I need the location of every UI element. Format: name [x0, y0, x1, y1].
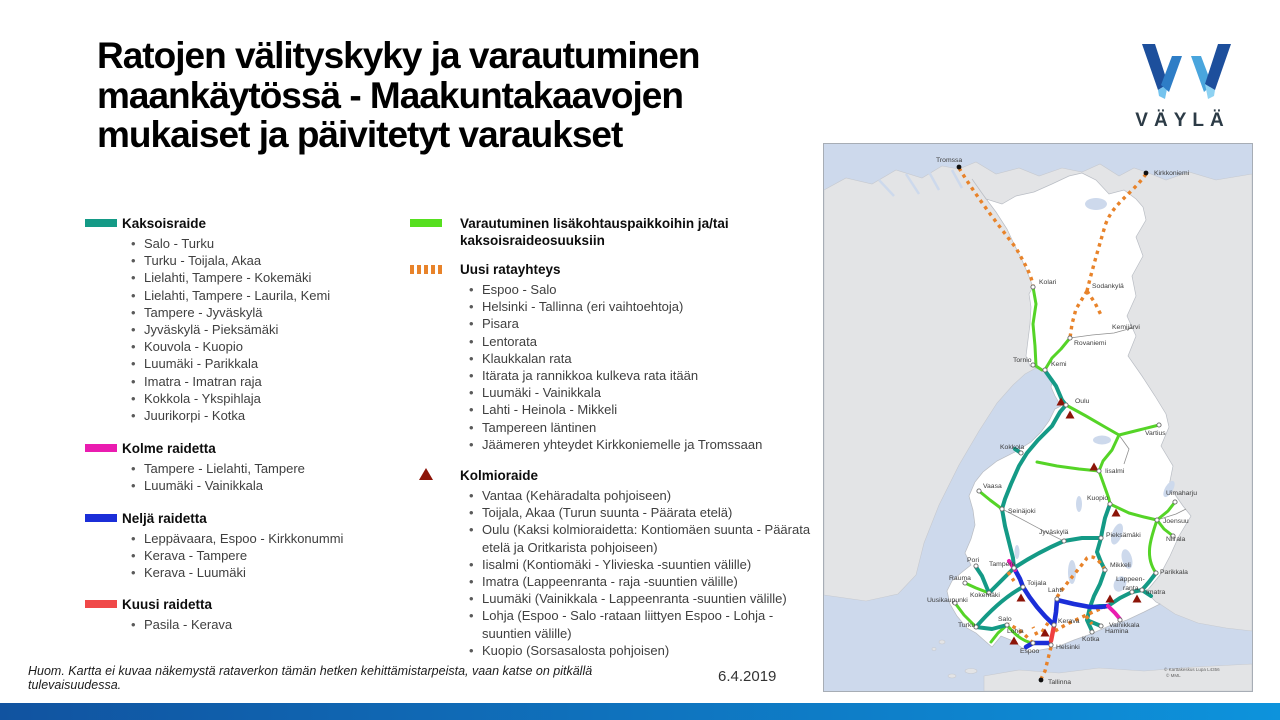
city-dot	[1031, 641, 1035, 645]
legend-item: • Helsinki - Tallinna (eri vaihtoehtoja)	[469, 298, 812, 315]
city-label: Mikkeli	[1110, 562, 1131, 569]
legend-section-title: Kolmioraide	[460, 468, 539, 484]
legend-item: • Luumäki (Vainikkala - Lappeenranta -suuntien välille)	[469, 590, 812, 607]
legend-item: • Kerava - Luumäki	[131, 564, 407, 581]
city-dot	[1000, 507, 1004, 511]
legend-item: • Kouvola - Kuopio	[131, 338, 407, 355]
city-dot	[1103, 568, 1107, 572]
legend-item: • Jäämeren yhteydet Kirkkoniemelle ja Tromssaan	[469, 436, 812, 453]
legend-item: • Lahti - Heinola - Mikkeli	[469, 401, 812, 418]
city-label: Tornio	[1013, 357, 1032, 364]
legend-item: • Imatra - Imatran raja	[131, 373, 407, 390]
city-label: Seinäjoki	[1008, 508, 1036, 515]
city-dot	[1099, 536, 1103, 540]
city-label: Parikkala	[1160, 569, 1188, 576]
city-dot	[977, 489, 981, 493]
legend-item: • Turku - Toijala, Akaa	[131, 252, 407, 269]
city-dot	[1140, 588, 1144, 592]
city-label: Kokkola	[1000, 444, 1025, 451]
legend-item: • Toijala, Akaa (Turun suunta - Päärata etelä)	[469, 504, 812, 521]
legend-item: • Lielahti, Tampere - Kokemäki	[131, 269, 407, 286]
city-dot	[1049, 643, 1053, 647]
legend-item: • Pasila - Kerava	[131, 616, 407, 633]
vayla-logo-text: VÄYLÄ	[1135, 110, 1230, 131]
bottom-accent-bar	[0, 703, 1280, 720]
city-label: Oulu	[1075, 398, 1090, 405]
green-line-swatch	[410, 219, 442, 227]
legend-item: • Leppävaara, Espoo - Kirkkonummi	[131, 530, 407, 547]
legend-section-title: Uusi ratayhteys	[460, 262, 561, 277]
city-dot	[1021, 585, 1025, 589]
legend-item: • Tampereen läntinen	[469, 419, 812, 436]
legend-item: • Oulu (Kaksi kolmioraidetta: Kontiomäen suunta - Päärata etelä ja Oritkarista pohjoiseen)	[469, 521, 812, 555]
city-dot	[1173, 500, 1177, 504]
city-dot	[1064, 403, 1068, 407]
city-dot	[1031, 363, 1035, 367]
legend-item: • Imatra (Lappeenranta - raja -suuntien välille)	[469, 573, 812, 590]
city-label: Kolari	[1039, 279, 1057, 286]
legend-section-title: Kaksoisraide	[122, 216, 207, 231]
city-label: Espoo	[1020, 648, 1040, 655]
legend-item-list	[122, 235, 407, 424]
city-dot	[1052, 623, 1056, 627]
city-dot	[1005, 623, 1009, 627]
page-title	[97, 36, 797, 155]
city-label: Tampere	[989, 561, 1016, 568]
city-dot	[974, 564, 978, 568]
legend-section-title: Varautuminen lisäkohtauspaikkoihin ja/tai kaksoisraideosuuksiin	[460, 216, 729, 248]
city-dot	[1155, 518, 1159, 522]
legend-item-list	[122, 460, 407, 494]
legend-item: • Itärata ja rannikkoa kulkeva rata itään	[469, 367, 812, 384]
city-label: Toijala	[1027, 580, 1047, 587]
city-dot	[1108, 502, 1112, 506]
legend-item: • Luumäki - Vainikkala	[131, 477, 407, 494]
city-label: Sodankylä	[1092, 283, 1124, 290]
legend-item: • Kerava - Tampere	[131, 547, 407, 564]
city-label: Joensuu	[1163, 518, 1189, 525]
legend-section-kaksoisraide	[85, 215, 407, 424]
map-attribution: © Karttakeskus Lupa L4356	[1164, 667, 1220, 672]
city-dot	[1097, 469, 1101, 473]
legend-section-title: Kolme raidetta	[122, 441, 216, 457]
legend-item-list	[460, 281, 812, 453]
finland-map-svg	[824, 144, 1252, 691]
city-label: Pieksämäki	[1106, 532, 1141, 539]
island	[932, 648, 936, 651]
teal-line-swatch	[85, 219, 117, 227]
city-label: Helsinki	[1056, 644, 1080, 651]
city-label: Kotka	[1082, 636, 1100, 643]
city-label: Kokemäki	[970, 592, 1000, 599]
city-label: Hamina	[1105, 628, 1129, 635]
legend-item-list	[122, 616, 407, 633]
legend-item: • Lielahti, Tampere - Laurila, Kemi	[131, 287, 407, 304]
legend-section-title: Kuusi raidetta	[122, 597, 213, 613]
city-label: ranta	[1123, 585, 1139, 592]
title-line-3: mukaiset ja päivitetyt varaukset	[97, 114, 623, 156]
city-label: Vainikkala	[1109, 622, 1140, 629]
legend-item: • Iisalmi (Kontiomäki - Ylivieska -suuntien välille)	[469, 556, 812, 573]
legend-item: • Vantaa (Kehäradalta pohjoiseen)	[469, 487, 812, 504]
city-label: Uusikaupunki	[927, 597, 968, 604]
legend-section-uusi-ratayhteys	[410, 261, 812, 453]
city-label: Kuopio	[1087, 495, 1109, 502]
legend-item: • Tampere - Lielahti, Tampere	[131, 460, 407, 477]
legend-item: • Lentorata	[469, 333, 812, 350]
legend-section-kolme-raidetta	[85, 440, 407, 494]
city-label: Rovaniemi	[1074, 340, 1107, 347]
city-dot	[1090, 630, 1094, 634]
legend-section-kuusi-raidetta	[85, 596, 407, 633]
city-dot	[1154, 571, 1158, 575]
city-label: Tromssa	[936, 157, 963, 164]
legend-item: • Jyväskylä - Pieksämäki	[131, 321, 407, 338]
legend-item: • Salo - Turku	[131, 235, 407, 252]
city-dot	[1031, 285, 1035, 289]
city-label: Kirkkoniemi	[1154, 170, 1190, 177]
city-label: Jyväskylä	[1039, 529, 1069, 536]
city-label: Turku	[958, 622, 976, 629]
city-label: Tallinna	[1048, 679, 1072, 686]
city-label: Lahti	[1048, 587, 1063, 594]
city-label: Kemi	[1051, 361, 1067, 368]
city-label: Vaasa	[983, 483, 1002, 490]
legend-section-kolmioraide	[410, 467, 812, 659]
city-label: Vartius	[1145, 430, 1166, 437]
city-label: Pori	[967, 557, 980, 564]
island	[948, 674, 956, 678]
city-label: Niirala	[1166, 536, 1186, 543]
footnote: Huom. Kartta ei kuvaa näkemystä rataverkon tämän hetken kehittämistarpeista, vaan katse on pitkällä tulevaisuudessa.	[28, 664, 593, 692]
city-label: Salo	[998, 616, 1012, 623]
legend-item: • Pisara	[469, 315, 812, 332]
city-dot	[957, 165, 962, 170]
city-dot	[1039, 678, 1044, 683]
legend-item: • Kuopio (Sorsasalosta pohjoisen)	[469, 642, 812, 659]
legend-item-list	[460, 487, 812, 659]
city-label: Iisalmi	[1105, 468, 1125, 475]
city-label: Lappeen-	[1116, 576, 1145, 583]
legend-section-title: Neljä raidetta	[122, 510, 207, 526]
orange-dashed-swatch	[410, 265, 444, 274]
red-line-swatch	[85, 600, 117, 608]
city-dot	[1157, 423, 1161, 427]
city-dot	[1019, 451, 1023, 455]
city-label: Imatra	[1146, 589, 1166, 596]
legend-item: • Klaukkalan rata	[469, 350, 812, 367]
city-label: Lohja	[1007, 628, 1024, 635]
legend-item-list	[122, 530, 407, 582]
legend-item: • Luumäki - Parikkala	[131, 355, 407, 372]
vayla-logo	[1124, 42, 1236, 132]
slide-date: 6.4.2019	[718, 668, 777, 685]
city-dot	[1099, 624, 1103, 628]
city-dot	[1055, 597, 1059, 601]
city-dot	[1043, 368, 1047, 372]
city-dot	[1068, 336, 1072, 340]
city-dot	[1062, 539, 1066, 543]
legend-item: • Tampere - Jyväskylä	[131, 304, 407, 321]
legend-column-middle	[410, 215, 812, 671]
title-line-1: Ratojen välityskyky ja varautuminen	[97, 35, 700, 76]
rail-pasila-kerava	[1051, 626, 1054, 641]
legend-item: • Luumäki - Vainikkala	[469, 384, 812, 401]
island	[965, 669, 977, 674]
legend-item: • Juurikorpi - Kotka	[131, 407, 407, 424]
city-label: Kerava	[1058, 618, 1080, 625]
city-dot	[1144, 171, 1149, 176]
legend-section-nelja-raidetta	[85, 510, 407, 582]
legend-section-varautuminen	[410, 215, 812, 249]
island	[939, 640, 945, 644]
map-attribution: © MML	[1166, 673, 1181, 678]
triangle-swatch-icon	[419, 468, 433, 480]
title-line-2: maankäytössä - Maakuntakaavojen	[97, 74, 683, 116]
city-label: Uimaharju	[1166, 490, 1197, 497]
city-label: Rauma	[949, 575, 971, 582]
blue-line-swatch	[85, 514, 117, 522]
vayla-logo-mark	[1128, 42, 1232, 102]
legend-item: • Kokkola - Ykspihlaja	[131, 390, 407, 407]
legend-item: • Espoo - Salo	[469, 281, 812, 298]
city-label: Kemijärvi	[1112, 324, 1140, 331]
finland-railway-map	[823, 143, 1253, 692]
legend-item: • Lohja (Espoo - Salo -rataan liittyen Espoo - Lohja - suuntien välille)	[469, 607, 812, 641]
magenta-line-swatch	[85, 444, 117, 452]
rail-kerava-lahti	[1054, 600, 1057, 625]
legend-column-left	[85, 215, 407, 645]
